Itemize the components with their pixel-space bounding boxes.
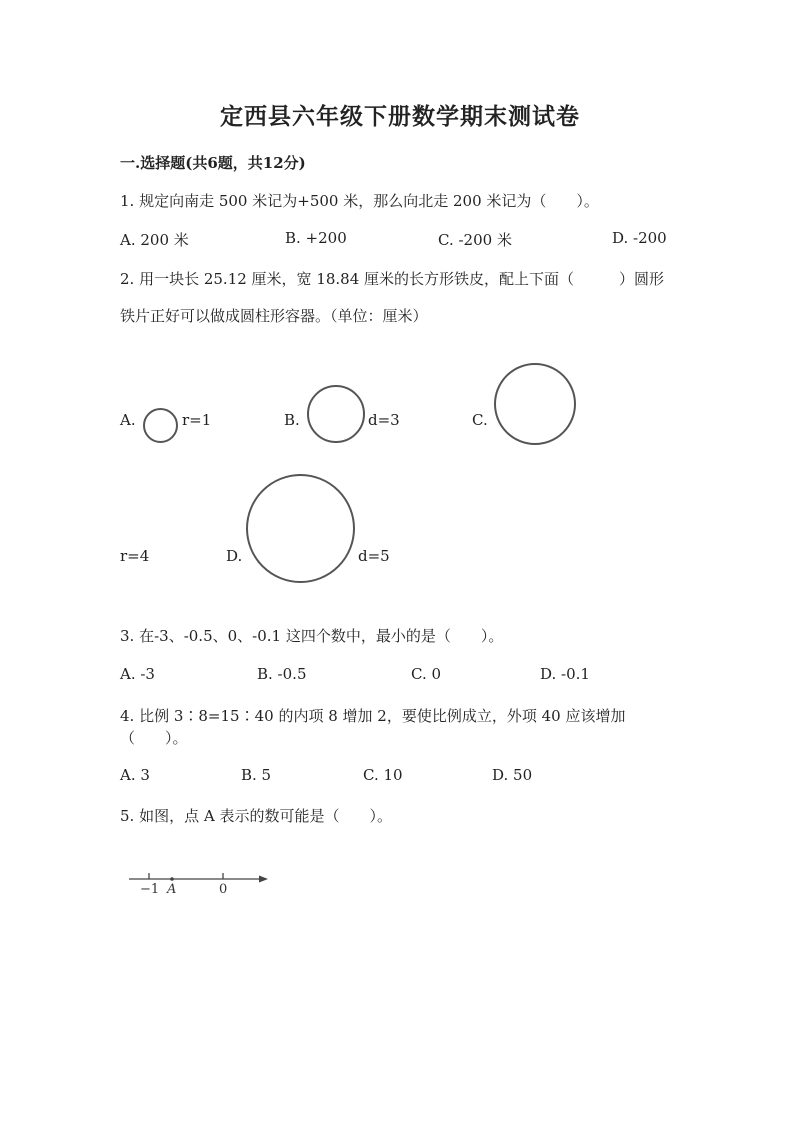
number-line-arrow-icon bbox=[259, 876, 268, 883]
q4-option-d[interactable]: D. 50 bbox=[492, 766, 533, 784]
q2-option-b[interactable]: B. bbox=[284, 411, 300, 429]
tick-label-minus-one: −1 bbox=[140, 882, 160, 897]
q3-option-a[interactable]: A. -3 bbox=[120, 665, 155, 683]
q1-option-c[interactable]: C. -200 米 bbox=[438, 231, 512, 249]
question-2-line-2: 铁片正好可以做成圆柱形容器。（单位：厘米） bbox=[120, 307, 428, 325]
q2-label-b: d=3 bbox=[368, 411, 400, 429]
q1-option-a[interactable]: A. 200 米 bbox=[120, 231, 189, 249]
question-4-line-1: 4. 比例 3∶8=15∶40 的内项 8 增加 2，要使比例成立，外项 40 应该增加 bbox=[120, 707, 626, 725]
tick-label-zero: 0 bbox=[219, 882, 228, 897]
q4-option-b[interactable]: B. 5 bbox=[241, 766, 272, 784]
q2-label-d: d=5 bbox=[358, 547, 390, 565]
q4-option-a[interactable]: A. 3 bbox=[120, 766, 150, 784]
q4-option-c[interactable]: C. 10 bbox=[363, 766, 403, 784]
q2-label-a: r=1 bbox=[182, 411, 212, 429]
question-3: 3. 在-3、-0.5、0、-0.1 这四个数中，最小的是（ ）。 bbox=[120, 627, 504, 645]
q2-label-c: r=4 bbox=[120, 547, 150, 565]
page-title: 定西县六年级下册数学期末测试卷 bbox=[220, 103, 580, 130]
circle-a-figure bbox=[143, 408, 178, 443]
question-5: 5. 如图，点 A 表示的数可能是（ ）。 bbox=[120, 807, 392, 825]
q1-option-d[interactable]: D. -200 bbox=[612, 229, 667, 247]
q2-option-d[interactable]: D. bbox=[226, 547, 243, 565]
question-1: 1. 规定向南走 500 米记为+500 米，那么向北走 200 米记为（ ）。 bbox=[120, 192, 599, 210]
question-4-line-2: （ ）。 bbox=[120, 729, 188, 747]
circle-c-figure bbox=[494, 363, 576, 445]
number-line-figure bbox=[125, 862, 275, 902]
q3-option-d[interactable]: D. -0.1 bbox=[540, 665, 590, 683]
q3-option-b[interactable]: B. -0.5 bbox=[257, 665, 307, 683]
question-2-line-1: 2. 用一块长 25.12 厘米，宽 18.84 厘米的长方形铁皮，配上下面（ ）圆形 bbox=[120, 270, 665, 288]
q2-option-a[interactable]: A. bbox=[120, 411, 136, 429]
q1-option-b[interactable]: B. +200 bbox=[285, 229, 347, 247]
q2-option-c[interactable]: C. bbox=[472, 411, 488, 429]
circle-b-figure bbox=[307, 385, 365, 443]
circle-d-figure bbox=[246, 474, 355, 583]
section-heading: 一.选择题(共6题，共12分) bbox=[120, 154, 306, 172]
point-a-dot bbox=[170, 877, 174, 881]
point-label-a: A bbox=[167, 882, 177, 897]
q3-option-c[interactable]: C. 0 bbox=[411, 665, 442, 683]
